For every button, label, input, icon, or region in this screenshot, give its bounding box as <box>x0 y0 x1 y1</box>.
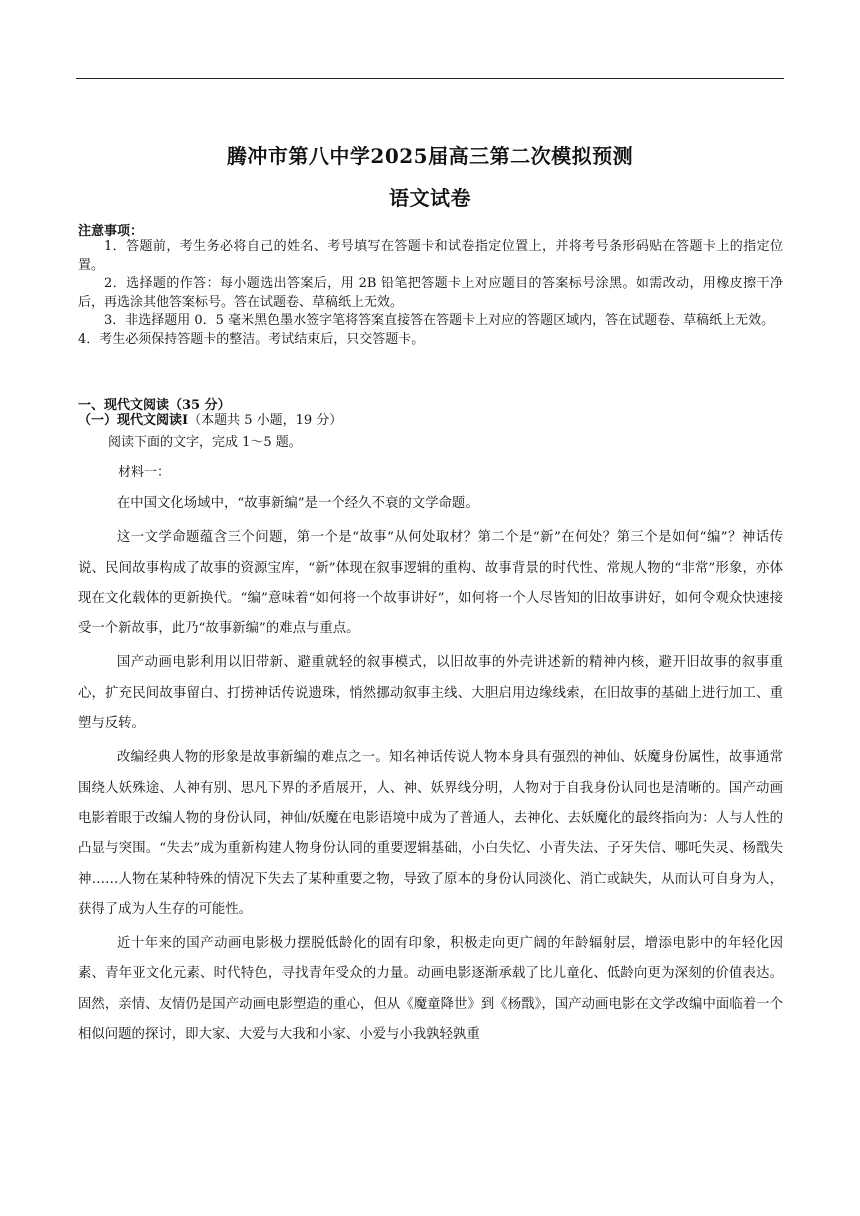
subsection-title: （一）现代文阅读Ⅰ <box>78 413 189 428</box>
note-item-3: 3．非选择题用 0．5 毫米黑色墨水签字笔将答案直接答在答题卡上对应的答题区域内，答在试题卷、草稿纸上无效。 <box>104 313 775 328</box>
exam-subtitle: 语文试卷 <box>389 186 471 210</box>
passage-paragraph: 在中国文化场域中，“故事新编”是一个经久不衰的文学命题。 <box>116 496 479 511</box>
passage <box>78 489 783 1050</box>
passage-paragraph: 国产动画电影利用以旧带新、避重就轻的叙事模式，以旧故事的外壳讲述新的精神内核，避开旧故事的叙事重心，扩充民间故事留白、打捞神话传说遗珠，悄然挪动叙事主线、大胆启用边缘线索，在旧故事的基础上进行加工、重塑与反转。 <box>78 655 783 732</box>
reading-instruction: 阅读下面的文字，完成 1～5 题。 <box>108 435 302 450</box>
passage-paragraph: 这一文学命题蕴含三个问题，第一个是“故事”从何处取材？第二个是“新”在何处？第三个是如何“编”？神话传说、民间故事构成了故事的资源宝库，“新”体现在叙事逻辑的重构、故事背景的时代性、常规人物的“非常”形象，亦体现在文化载体的更新换代。“编”意味着“如何将一个故事讲好”，如何将一个人尽皆知的旧故事讲好，如何令观众快速接受一个新故事，此乃“故事新编”的难点与重点。 <box>78 530 783 637</box>
notes-list <box>78 238 783 349</box>
note-item-4: 4．考生必须保持答题卡的整洁。考试结束后，只交答题卡。 <box>78 331 425 347</box>
exam-title: 腾冲市第八中学2025届高三第二次模拟预测 <box>226 144 634 168</box>
subsection-note: （本题共 5 小题，19 分） <box>188 413 343 428</box>
passage-paragraph: 近十年来的国产动画电影极力摆脱低龄化的固有印象，积极走向更广阔的年龄辐射层，增添电影中的年轻化因素、青年亚文化元素、时代特色，寻找青年受众的力量。动画电影逐渐承载了比儿童化、低龄向更为深刻的价值表达。固然，亲情、友情仍是国产动画电影塑造的重心，但从《魔童降世》到《杨戬》，国产动画电影在文学改编中面临着一个相似问题的探讨，即大家、大爱与大我和小家、小爱与小我孰轻孰重 <box>78 936 783 1043</box>
notes-heading: 注意事项： <box>78 224 144 239</box>
note-item-1: 1．答题前，考生务必将自己的姓名、考号填写在答题卡和试卷指定位置上，并将考号条形码贴在答题卡上的指定位置。 <box>78 239 783 273</box>
section-heading: 一、现代文阅读（35 分） <box>78 398 231 413</box>
note-item-2: 2．选择题的作答：每小题选出答案后，用 2B 铅笔把答题卡上对应题目的答案标号涂黑。如需改动，用橡皮擦干净后，再选涂其他答案标号。答在试题卷、草稿纸上无效。 <box>78 276 783 310</box>
material-label: 材料一： <box>118 465 171 480</box>
passage-paragraph: 改编经典人物的形象是故事新编的难点之一。知名神话传说人物本身具有强烈的神仙、妖魔身份属性，故事通常围绕人妖殊途、人神有别、思凡下界的矛盾展开，人、神、妖界线分明，人物对于自我身份认同也是清晰的。国产动画电影着眼于改编人物的身份认同，神仙/妖魔在电影语境中成为了普通人，去神化、去妖魔化的最终指向为：人与人性的凸显与突围。“失去”成为重新构建人物身份认同的重要逻辑基础，小白失忆、小青失法、子牙失信、哪吒失灵、杨戬失神……人物在某种特殊的情况下失去了某种重要之物，导致了原本的身份认同淡化、消亡或缺失，从而认可自身为人，获得了成为人生存的可能性。 <box>78 750 783 917</box>
subsection-heading <box>78 412 342 431</box>
header-rule <box>76 78 784 79</box>
